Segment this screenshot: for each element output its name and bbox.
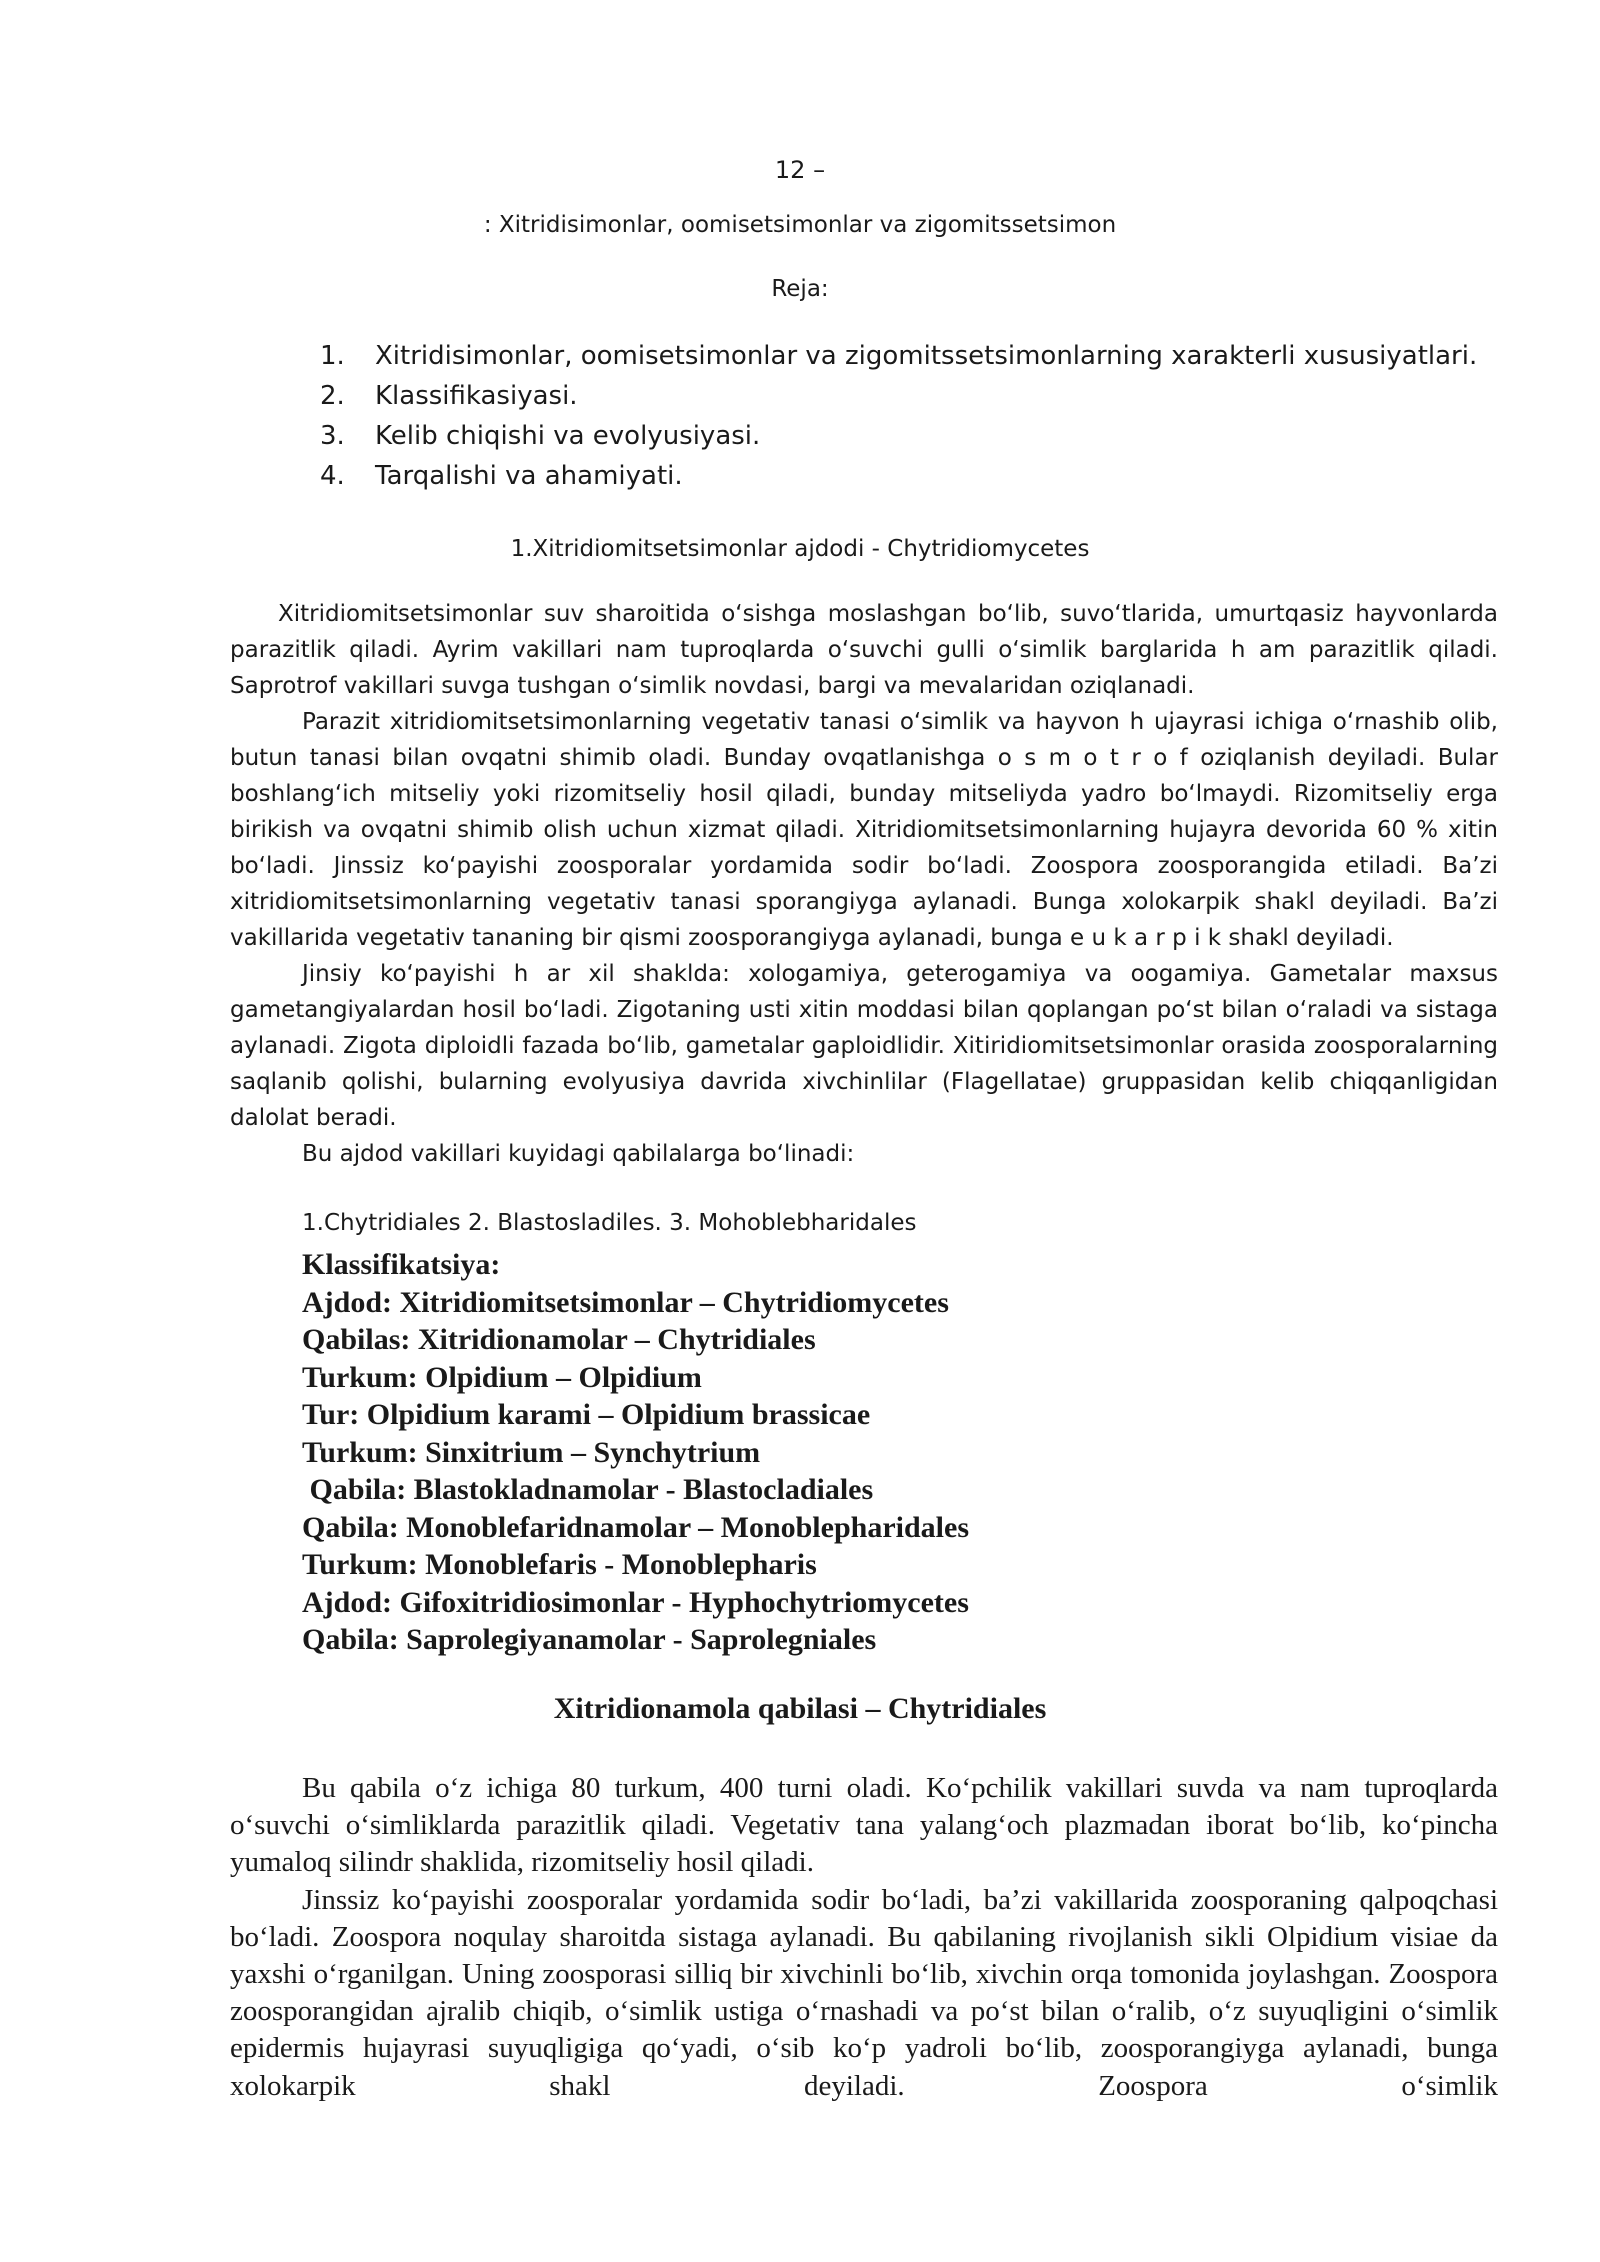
paragraph: Xitridiomitsetsimonlar suv sharoitida o‘sishga moslashgan bo‘lib, suvo‘tlarida, umurtqasiz hayvonlarda parazitlik qiladi. Ayrim vakillari nam tuproqlarda o‘suvchi gulli o‘simlik barglarida h am parazitlik qiladi. Saprotrof vakillari suvga tushgan o‘simlik novdasi, bargi va mevalaridan oziqlanadi. xyxy=(230,601,1498,699)
plan-item-text: Tarqalishi va ahamiyati. xyxy=(375,461,683,491)
page-number: 12 – xyxy=(774,156,826,184)
plan-item xyxy=(320,416,1520,456)
plan-item-text: Kelib chiqishi va evolyusiyasi. xyxy=(375,421,761,451)
paragraph: Bu ajdod vakillari kuyidagi qabilalarga bo‘linadi: xyxy=(302,1141,855,1167)
classification-item: Qabilas: Xitridionamolar – Chytridiales xyxy=(302,1323,816,1356)
classification-item: Ajdod: Gifoxitridiosimonlar - Hyphochytriomycetes xyxy=(302,1585,969,1619)
plan-title: Reja: xyxy=(771,276,829,302)
plan-item-text: Klassifikasiyasi. xyxy=(375,381,578,411)
section-title: 1.Xitridiomitsetsimonlar ajdodi - Chytridiomycetes xyxy=(510,536,1090,562)
plan-item xyxy=(320,376,1520,416)
paragraph: Jinssiz ko‘payishi zoosporalar yordamida sodir bo‘ladi, ba’zi vakillarida zoosporaning qalpoqchasi bo‘ladi. Zoospora noqulay sharoitda sistaga aylanadi. Bu qabilaning rivojlanish sikli Olpidium visiae da yaxshi o‘rganilgan. Uning zoosporasi silliq bir xivchinli bo‘lib, xivchin orqa tomonida joylashgan. Zoospora zoosporangidan ajralib chiqib, o‘simlik ustiga o‘rnashadi va po‘st bilan o‘ralib, o‘z suyuqligini o‘simlik epidermis hujayrasi suyuqligiga qo‘yadi, o‘sib ko‘p yadroli bo‘lib, zoosporangiyga aylanadi, bunga xolokarpik shakl deyiladi. Zoospora o‘simlik xyxy=(230,1883,1498,2102)
classification-heading: Klassifikatsiya: xyxy=(302,1248,501,1281)
topic-title: : Xitridisimonlar, oomisetsimonlar va zigomitssetsimon xyxy=(483,212,1117,238)
orders-list: 1.Chytridiales 2. Blastosladiles. 3. Mohoblebharidales xyxy=(302,1210,917,1236)
plan-item-number: 1. xyxy=(320,341,345,371)
classification-item: Qabila: Saprolegiyanamolar - Saprolegniales xyxy=(302,1623,877,1656)
plan-list xyxy=(320,336,1520,496)
plan-item-number: 3. xyxy=(320,421,345,451)
paragraph: Jinsiy ko‘payishi h ar xil shaklda: xologamiya, geterogamiya va oogamiya. Gametalar maxsus gametangiyalardan hosil bo‘ladi. Zigotaning usti xitin moddasi bilan qoplangan po‘st bilan o‘raladi va sistaga aylanadi. Zigota diploidli fazada bo‘lib, gametalar gaploidlidir. Xitiridiomitsetsimonlar orasida zoosporalarning saqlanib qolishi, bularning evolyusiya davrida xivchinlilar (Flagellatae) gruppasidan kelib chiqqanligidan dalolat beradi. xyxy=(230,961,1498,1131)
section1-body xyxy=(230,596,1498,1172)
classification-item: Turkum: Monoblefaris - Monoblepharis xyxy=(302,1548,817,1581)
classification-item: Tur: Olpidium karami – Olpidium brassicae xyxy=(302,1398,871,1431)
plan-item-text: Xitridisimonlar, oomisetsimonlar va zigomitssetsimonlarning xarakterli xususiyatlari. xyxy=(375,341,1478,371)
paragraph: Bu qabila o‘z ichiga 80 turkum, 400 turni oladi. Ko‘pchilik vakillari suvda va nam tuproqlarda o‘suvchi o‘simliklarda parazitlik qiladi. Vegetativ tana yalang‘och plazmadan iborat bo‘lib, ko‘pincha yumaloq silindr shaklida, rizomitseliy hosil qiladi. xyxy=(230,1772,1498,1879)
classification-list xyxy=(302,1246,969,1659)
section2-body xyxy=(230,1770,1498,2105)
classification-item: Qabila: Monoblefaridnamolar – Monoblepharidales xyxy=(302,1510,969,1544)
classification-item: Ajdod: Xitridiomitsetsimonlar – Chytridiomycetes xyxy=(302,1285,949,1319)
section-title: Xitridionamola qabilasi – Chytridiales xyxy=(553,1692,1047,1725)
plan-item-number: 2. xyxy=(320,381,345,411)
classification-item: Qabila: Blastokladnamolar - Blastocladiales xyxy=(302,1473,874,1506)
classification-item: Turkum: Olpidium – Olpidium xyxy=(302,1360,702,1394)
classification-item: Turkum: Sinxitrium – Synchytrium xyxy=(302,1435,761,1469)
plan-item-number: 4. xyxy=(320,461,345,491)
plan-item xyxy=(320,456,1520,496)
plan-item xyxy=(320,336,1520,376)
paragraph: Parazit xitridiomitsetsimonlarning vegetativ tanasi o‘simlik va hayvon h ujayrasi ichiga o‘rnashib olib, butun tanasi bilan ovqatni shimib oladi. Bunday ovqatlanishga o s m o t r o f oziqlanish deyiladi. Bular boshlang‘ich mitseliy yoki rizomitseliy hosil qiladi, bunday mitseliyda yadro bo‘lmaydi. Rizomitseliy erga birikish va ovqatni shimib olish uchun xizmat qiladi. Xitridiomitsetsimonlarning hujayra devorida 60 % xitin bo‘ladi. Jinssiz ko‘payishi zoosporalar yordamida sodir bo‘ladi. Zoospora zoosporangida etiladi. Ba’zi xitridiomitsetsimonlarning vegetativ tanasi sporangiyga aylanadi. Bunga xolokarpik shakl deyiladi. Ba’zi vakillarida vegetativ tananing bir qismi zoosporangiyga aylanadi, bunga e u k a r p i k shakl deyiladi. xyxy=(230,709,1498,951)
